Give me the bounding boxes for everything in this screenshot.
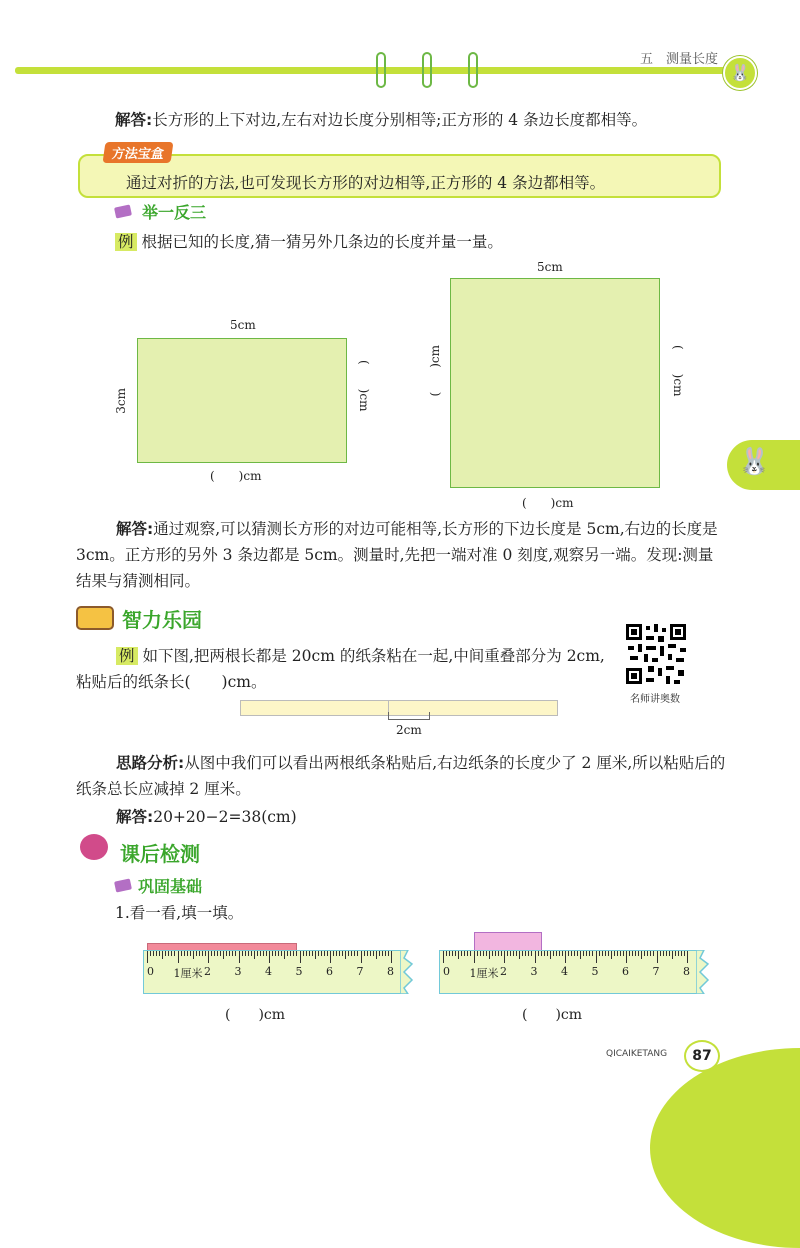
ruler-tick	[205, 951, 206, 956]
ruler-tick	[379, 951, 380, 956]
analysis-label: 思路分析:	[116, 754, 185, 772]
ruler-tick	[565, 951, 566, 963]
ruler-tick	[681, 951, 682, 956]
ruler-label: 8	[683, 965, 690, 978]
ruler-tick	[650, 951, 651, 956]
ruler-tick	[376, 951, 377, 959]
ruler-tick	[153, 951, 154, 956]
ruler-tick	[544, 951, 545, 956]
qr-code-icon	[624, 622, 688, 686]
ruler-tick	[455, 951, 456, 956]
ruler-tick	[357, 951, 358, 956]
ruler-tick	[208, 951, 209, 963]
ruler-tick	[480, 951, 481, 956]
ruler-tick	[309, 951, 310, 956]
ruler-tick	[388, 951, 389, 956]
ruler-tick	[184, 951, 185, 956]
ruler-tick	[181, 951, 182, 956]
ruler-tick	[190, 951, 191, 956]
section-title-jyfs: 举一反三	[142, 203, 207, 222]
ruler-tick	[571, 951, 572, 956]
ruler-tick	[232, 951, 233, 956]
question-1: 1.看一看,填一填。	[115, 904, 244, 922]
ruler-label: 7	[652, 965, 660, 978]
ruler-2-ticks	[443, 951, 693, 991]
answer-label: 解答:	[115, 111, 153, 129]
ruler-label: 5	[295, 965, 303, 978]
ruler-label: 7	[356, 965, 364, 978]
ruler-label: 1厘米	[173, 967, 203, 980]
ruler-tick	[531, 951, 532, 956]
ruler-tick	[547, 951, 548, 956]
ruler-tick	[263, 951, 264, 956]
ruler-tick	[449, 951, 450, 956]
ruler-tick	[583, 951, 584, 956]
ruler-tick	[538, 951, 539, 956]
ruler-tick	[168, 951, 169, 956]
ruler-tick	[504, 951, 505, 963]
ruler-tick	[321, 951, 322, 956]
example-2	[76, 643, 616, 695]
ruler-tick	[452, 951, 453, 956]
ruler-tick	[528, 951, 529, 956]
ruler-tick	[626, 951, 627, 963]
ruler-tick	[223, 951, 224, 959]
ruler-tick	[330, 951, 331, 963]
ruler-tick	[242, 951, 243, 956]
ruler-tick	[553, 951, 554, 956]
ruler-tick	[266, 951, 267, 956]
ruler-tick	[171, 951, 172, 956]
square-top-label: 5cm	[537, 260, 563, 274]
ruler-tick	[672, 951, 673, 959]
square-right-label: ( )cm	[671, 345, 685, 397]
ruler-tick	[345, 951, 346, 959]
ruler-tick	[446, 951, 447, 956]
rect-top-label: 5cm	[230, 318, 256, 332]
ruler-tick	[364, 951, 365, 956]
ruler-tick	[306, 951, 307, 956]
ruler-tick	[669, 951, 670, 956]
ruler-label: 3	[530, 965, 538, 978]
ruler-label: 1厘米	[469, 967, 499, 980]
answer-2	[76, 516, 726, 594]
ruler-tick	[568, 951, 569, 956]
ruler-tick	[599, 951, 600, 956]
ruler-tick	[300, 951, 301, 963]
ruler-tick	[623, 951, 624, 956]
ruler-tick	[165, 951, 166, 956]
ruler-tick	[663, 951, 664, 956]
ruler-label: 0	[443, 965, 450, 978]
ruler-tick	[495, 951, 496, 956]
ruler-tick	[519, 951, 520, 959]
ruler-label: 4	[561, 965, 568, 978]
ruler-tick	[647, 951, 648, 956]
ruler-tick	[281, 951, 282, 956]
example-label: 例	[116, 647, 138, 665]
ruler-label: 4	[265, 965, 272, 978]
eraser-icon	[114, 878, 132, 892]
ruler-tick	[159, 951, 160, 956]
ruler-tick	[611, 951, 612, 959]
ruler-tick	[632, 951, 633, 956]
qr-caption: 名师讲奥数	[630, 694, 680, 705]
ruler-tick	[147, 951, 148, 963]
ruler-tick	[443, 951, 444, 963]
binder-rings	[376, 52, 486, 92]
section-title-khjc: 课后检测	[120, 842, 200, 866]
ruler-tick	[303, 951, 304, 956]
ruler-tick	[211, 951, 212, 956]
ruler-2-blank: ( )cm	[522, 1007, 583, 1023]
ruler-tick	[474, 951, 475, 963]
ruler-tick	[199, 951, 200, 956]
ruler-tick	[614, 951, 615, 956]
page-number-badge	[684, 1040, 720, 1072]
ruler-tick	[196, 951, 197, 956]
ruler-tick	[660, 951, 661, 956]
ruler-1-jag	[400, 950, 414, 994]
ruler-label: 2	[204, 965, 211, 978]
section-title-zlly: 智力乐园	[122, 608, 202, 632]
ruler-tick	[638, 951, 639, 956]
books-icon	[76, 606, 114, 630]
example-1	[115, 229, 503, 255]
ruler-tick	[550, 951, 551, 959]
ruler-tick	[470, 951, 471, 956]
ruler-tick	[510, 951, 511, 956]
ruler-label: 0	[147, 965, 154, 978]
ruler-tick	[541, 951, 542, 956]
ruler-tick	[351, 951, 352, 956]
rectangle-shape	[137, 338, 347, 463]
ruler-tick	[217, 951, 218, 956]
ruler-label: 6	[326, 965, 333, 978]
ruler-tick	[629, 951, 630, 956]
ruler-tick	[596, 951, 597, 963]
example-text: 根据已知的长度,猜一猜另外几条边的长度并量一量。	[141, 233, 503, 251]
answer-text: 通过观察,可以猜测长方形的对边可能相等,长方形的下边长度是 5cm,右边的长度是 3cm。正方形的另外 3 条边都是 5cm。测量时,先把一端对准 0 刻度,观察另一端。发现:测量结果与猜测相同。	[76, 520, 718, 590]
ruler-tick	[156, 951, 157, 956]
ruler-tick	[592, 951, 593, 956]
ruler-tick	[684, 951, 685, 956]
ruler-tick	[348, 951, 349, 956]
analysis	[76, 750, 726, 802]
answer-3	[116, 804, 297, 830]
square-bottom-label: ( )cm	[522, 496, 574, 510]
ruler-tick	[202, 951, 203, 956]
ruler-tick	[489, 951, 490, 959]
ruler-tick	[577, 951, 578, 956]
ruler-tick	[467, 951, 468, 956]
ruler-tick	[458, 951, 459, 959]
ruler-tick	[477, 951, 478, 956]
footer-arc	[650, 1048, 800, 1248]
ruler-label: 3	[234, 965, 242, 978]
ruler-tick	[245, 951, 246, 956]
ruler-label: 8	[387, 965, 394, 978]
ruler-tick	[150, 951, 151, 956]
ruler-tick	[501, 951, 502, 956]
bunny-logo-icon: 🐰	[723, 56, 757, 90]
answer-text: 20+20−2=38(cm)	[153, 808, 297, 826]
ruler-tick	[461, 951, 462, 956]
ruler-2-jag	[696, 950, 710, 994]
ruler-tick	[367, 951, 368, 956]
ruler-tick	[678, 951, 679, 956]
answer-label: 解答:	[116, 520, 154, 538]
overlap-brace	[388, 712, 430, 720]
overlap-label: 2cm	[396, 723, 422, 737]
ruler-tick	[260, 951, 261, 956]
ruler-tick	[513, 951, 514, 956]
ruler-tick	[324, 951, 325, 956]
ruler-tick	[507, 951, 508, 956]
ruler-tick	[675, 951, 676, 956]
ruler-tick	[220, 951, 221, 956]
method-text: 通过对折的方法,也可发现长方形的对边相等,正方形的 4 条边都相等。	[126, 174, 606, 192]
rect-right-label: ( )cm	[357, 360, 371, 412]
ruler-label: 5	[591, 965, 599, 978]
ruler-label: 6	[622, 965, 629, 978]
ruler-tick	[235, 951, 236, 956]
ruler-tick	[336, 951, 337, 956]
ruler-tick	[574, 951, 575, 956]
answer-text: 长方形的上下对边,左右对边长度分别相等;正方形的 4 条边长度都相等。	[152, 111, 648, 129]
ruler-tick	[486, 951, 487, 956]
ruler-tick	[562, 951, 563, 956]
ruler-tick	[385, 951, 386, 956]
ruler-tick	[635, 951, 636, 956]
ruler-tick	[327, 951, 328, 956]
ruler-tick	[275, 951, 276, 956]
ruler-tick	[174, 951, 175, 956]
analysis-text: 从图中我们可以看出两根纸条粘贴后,右边纸条的长度少了 2 厘米,所以粘贴后的纸条总长应减掉 2 厘米。	[76, 754, 726, 798]
ruler-tick	[315, 951, 316, 959]
ruler-tick	[239, 951, 240, 963]
ruler-tick	[580, 951, 581, 959]
ruler-tick	[354, 951, 355, 956]
ruler-tick	[391, 951, 392, 963]
ruler-tick	[257, 951, 258, 956]
ruler-tick	[498, 951, 499, 956]
ruler-tick	[653, 951, 654, 956]
ruler-tick	[187, 951, 188, 956]
ruler-tick	[602, 951, 603, 956]
chapter-title: 五 测量长度	[640, 52, 719, 67]
ruler-tick	[370, 951, 371, 956]
ruler-tick	[251, 951, 252, 956]
ruler-tick	[333, 951, 334, 956]
ruler-tick	[666, 951, 667, 956]
ruler-1-blank: ( )cm	[225, 1007, 286, 1023]
ruler-tick	[193, 951, 194, 959]
rect-left-label: 3cm	[114, 388, 128, 414]
bunny-icon: 🐰	[738, 447, 771, 477]
ruler-tick	[525, 951, 526, 956]
ruler-tick	[226, 951, 227, 956]
answer-1	[115, 107, 755, 133]
ruler-tick	[522, 951, 523, 956]
example-text: 如下图,把两根长都是 20cm 的纸条粘在一起,中间重叠部分为 2cm,粘贴后的纸条长( )cm。	[76, 647, 605, 691]
ruler-tick	[373, 951, 374, 956]
ruler-tick	[248, 951, 249, 956]
pink-block	[474, 932, 542, 952]
ruler-tick	[318, 951, 319, 956]
ruler-tick	[214, 951, 215, 956]
ruler-tick	[535, 951, 536, 963]
ruler-tick	[516, 951, 517, 956]
footer-brand: QICAIKETANG	[606, 1049, 668, 1059]
answer-label: 解答:	[116, 808, 154, 826]
ruler-label: 2	[500, 965, 507, 978]
section-title-ggjc: 巩固基础	[138, 877, 203, 896]
ruler-tick	[229, 951, 230, 956]
page-number: 87	[692, 1048, 712, 1064]
ruler-tick	[589, 951, 590, 956]
ruler-tick	[464, 951, 465, 956]
method-tag: 方法宝盒	[103, 142, 174, 163]
ruler-tick	[657, 951, 658, 963]
ruler-tick	[556, 951, 557, 956]
ruler-tick	[492, 951, 493, 956]
ruler-tick	[312, 951, 313, 956]
square-shape	[450, 278, 660, 488]
ruler-tick	[178, 951, 179, 963]
ruler-tick	[361, 951, 362, 963]
ruler-tick	[272, 951, 273, 956]
ruler-tick	[284, 951, 285, 959]
ruler-tick	[342, 951, 343, 956]
ruler-tick	[162, 951, 163, 959]
example-label: 例	[115, 233, 137, 251]
ruler-tick	[293, 951, 294, 956]
ruler-tick	[278, 951, 279, 956]
ruler-tick	[287, 951, 288, 956]
ruler-tick	[269, 951, 270, 963]
ruler-tick	[617, 951, 618, 956]
ruler-tick	[605, 951, 606, 956]
ruler-1-ticks	[147, 951, 397, 991]
ruler-tick	[296, 951, 297, 956]
ruler-tick	[254, 951, 255, 959]
mascot-icon	[80, 834, 108, 860]
ruler-tick	[687, 951, 688, 963]
rect-bottom-label: ( )cm	[210, 469, 262, 483]
ruler-tick	[586, 951, 587, 956]
ruler-tick	[641, 951, 642, 959]
ruler-tick	[382, 951, 383, 956]
ruler-tick	[620, 951, 621, 956]
ruler-tick	[644, 951, 645, 956]
eraser-icon	[114, 204, 132, 218]
ruler-tick	[290, 951, 291, 956]
ruler-tick	[483, 951, 484, 956]
ruler-tick	[608, 951, 609, 956]
ruler-tick	[339, 951, 340, 956]
ruler-tick	[559, 951, 560, 956]
square-left-label: ( )cm	[428, 345, 442, 397]
